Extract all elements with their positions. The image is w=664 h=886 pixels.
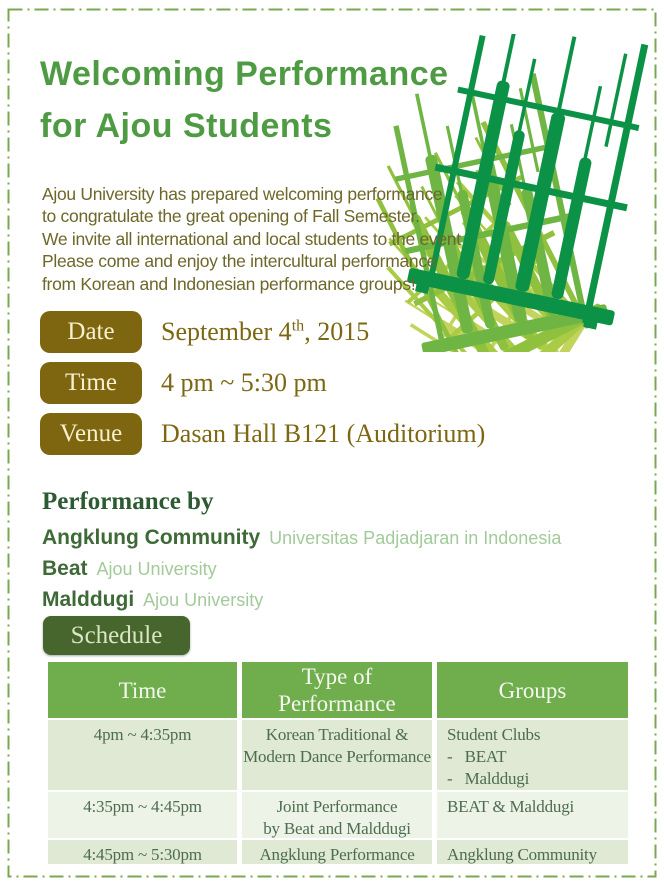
title-line-1: Welcoming Performance: [40, 55, 449, 93]
event-details: [40, 311, 485, 464]
time-value: 4 pm ~ 5:30 pm: [161, 368, 327, 397]
table-cell-time: [48, 840, 237, 864]
date-value: [161, 317, 369, 347]
cell-line: Joint Performance: [276, 797, 398, 816]
column-header-groups: Groups: [437, 662, 628, 718]
venue-badge: Venue: [40, 413, 142, 455]
date-main: September 4: [161, 317, 292, 346]
date-row: [40, 311, 485, 353]
schedule-table: [48, 662, 628, 864]
group-affiliation: Ajou University: [143, 590, 264, 610]
cell-line: by Beat and Malddugi: [263, 819, 411, 838]
group-name: Malddugi: [42, 588, 135, 611]
table-cell-type: [242, 840, 432, 864]
intro-line: from Korean and Indonesian performance groups!: [42, 273, 416, 294]
intro-line: Ajou University has prepared welcoming performance: [42, 184, 443, 204]
table-cell-groups: [437, 840, 628, 864]
intro-line: We invite all international and local students to the event: [42, 228, 461, 249]
group-affiliation: Universitas Padjadjaran in Indonesia: [269, 528, 562, 548]
column-header-time: Time: [48, 662, 237, 718]
date-badge: Date: [40, 311, 142, 353]
cell-line: Korean Traditional &: [265, 725, 409, 744]
time-row: [40, 362, 485, 404]
intro-line: to congratulate the great opening of Fall Semester.: [42, 206, 420, 227]
schedule-heading-badge: Schedule: [43, 616, 190, 655]
cell-line: - Malddugi: [447, 769, 530, 788]
date-ordinal: th: [291, 317, 305, 335]
cell-line: BEAT & Malddugi: [447, 797, 575, 816]
performance-group: [42, 554, 561, 585]
table-cell-type: [242, 792, 432, 838]
cell-line: - BEAT: [447, 747, 507, 766]
cell-line: Modern Dance Performance: [243, 747, 431, 766]
performance-heading: Performance by: [42, 488, 214, 515]
performance-group: [42, 585, 561, 616]
title-line-2: for Ajou Students: [40, 107, 333, 145]
performance-group: [42, 523, 561, 554]
group-name: Beat: [42, 557, 88, 580]
time-badge: Time: [40, 362, 142, 404]
table-cell-groups: [437, 792, 628, 838]
cell-line: 4pm ~ 4:35pm: [93, 725, 192, 744]
cell-line: Student Clubs: [447, 725, 541, 744]
venue-value: Dasan Hall B121 (Auditorium): [161, 419, 486, 448]
cell-line: Angklung Performance: [259, 845, 415, 864]
performance-section: [42, 488, 561, 616]
group-name: Angklung Community: [42, 526, 261, 549]
table-cell-groups: [437, 720, 628, 790]
venue-row: [40, 413, 485, 455]
table-cell-time: [48, 792, 237, 838]
cell-line: 4:45pm ~ 5:30pm: [83, 845, 202, 864]
cell-line: 4:35pm ~ 4:45pm: [83, 797, 202, 816]
table-cell-type: [242, 720, 432, 790]
cell-line: Angklung Community: [447, 845, 597, 864]
intro-paragraph: [42, 183, 461, 295]
intro-line: Please come and enjoy the intercultural performance: [42, 251, 437, 272]
page-title: [40, 48, 449, 152]
column-header-type: Type of Performance: [242, 662, 432, 718]
table-cell-time: [48, 720, 237, 790]
date-year: , 2015: [304, 317, 370, 346]
group-affiliation: Ajou University: [96, 559, 217, 579]
